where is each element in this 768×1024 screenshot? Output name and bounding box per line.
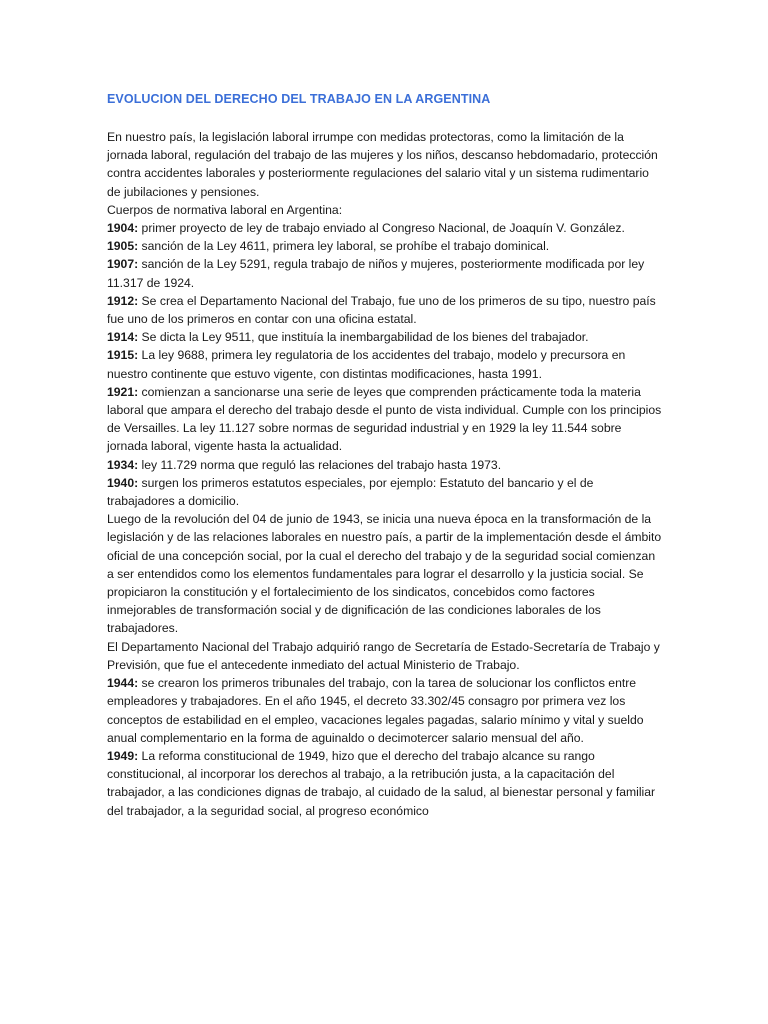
entry-year: 1944:: [107, 676, 139, 691]
entry-text: sanción de la Ley 4611, primera ley laboral, se prohíbe el trabajo dominical.: [138, 239, 550, 254]
entry-1915: [107, 346, 662, 382]
entry-1949: [107, 747, 662, 820]
entry-1914: [107, 328, 662, 346]
entry-text: primer proyecto de ley de trabajo enviado al Congreso Nacional, de Joaquín V. González.: [138, 221, 625, 236]
entry-year: 1915:: [107, 348, 139, 363]
entry-text: se crearon los primeros tribunales del trabajo, con la tarea de solucionar los conflictos entre empleadores y trabajadores. En el año 1945, el decreto 33.302/45 consagro por primera vez los conceptos de estabilidad en el empleo, vacaciones legales pagadas, salario mínimo y vital y sueldo anual complementario en la forma de aguinaldo o decimotercer salario mensual del año.: [107, 676, 644, 745]
entry-year: 1904:: [107, 221, 139, 236]
entry-text: ley 11.729 norma que reguló las relaciones del trabajo hasta 1973.: [138, 457, 502, 472]
entry-text: Se dicta la Ley 9511, que instituía la inembargabilidad de los bienes del trabajador.: [138, 330, 589, 345]
paragraph-1943: Luego de la revolución del 04 de junio de 1943, se inicia una nueva época en la transformación de la legislación y de las relaciones laborales en nuestro país, a partir de la implementación desde el ámbito oficial de una concepción social, por la cual el derecho del trabajo y de la seguridad social comienzan a ser entendidos como los elementos fundamentales para lograr el desarrollo y la justicia social. Se propiciaron la constitución y el fortalecimiento de los sindicatos, concebidos como factores inmejorables de transformación social y de dignificación de las condiciones laborales de los trabajadores.: [107, 512, 662, 636]
entry-1912: [107, 292, 662, 328]
entry-1921: [107, 383, 662, 456]
entry-1907: [107, 255, 662, 291]
entry-1934: [107, 456, 662, 474]
document-page: [107, 90, 662, 820]
entry-1944: [107, 674, 662, 747]
entry-year: 1940:: [107, 475, 139, 490]
document-title: EVOLUCION DEL DERECHO DEL TRABAJO EN LA ARGENTINA: [107, 92, 491, 106]
entry-year: 1905:: [107, 239, 139, 254]
entry-1940: [107, 474, 662, 510]
entry-text: La reforma constitucional de 1949, hizo que el derecho del trabajo alcance su rango constitucional, al incorporar los derechos al trabajo, a la retribución justa, a la capacitación del trabajador, a las condiciones dignas de trabajo, al cuidado de la salud, al bienestar personal y familiar del trabajador, a la seguridad social, al progreso económico: [107, 748, 656, 818]
entry-year: 1934:: [107, 457, 139, 472]
entry-text: La ley 9688, primera ley regulatoria de los accidentes del trabajo, modelo y precursora en nuestro continente que estuvo vigente, con distintas modificaciones, hasta 1991.: [107, 348, 626, 381]
entry-text: comienzan a sancionarse una serie de leyes que comprenden prácticamente toda la materia laboral que ampara el derecho del trabajo desde el punto de vista individual. Cumple con los principios de Versailles. La ley 11.127 sobre normas de seguridad industrial y en 1929 la ley 11.544 sobre jornada laboral, vigente hasta la actualidad.: [107, 384, 662, 454]
intro-paragraph: En nuestro país, la legislación laboral irrumpe con medidas protectoras, como la limitación de la jornada laboral, regulación del trabajo de las mujeres y los niños, descanso hebdomadario, protección contra accidentes laborales y posteriormente regulaciones del salario vital y un sistema rudimentario de jubilaciones y pensiones.: [107, 130, 658, 199]
entry-text: surgen los primeros estatutos especiales, por ejemplo: Estatuto del bancario y el de trabajadores a domicilio.: [107, 475, 594, 509]
entry-year: 1949:: [107, 748, 139, 763]
paragraph-secretaria: El Departamento Nacional del Trabajo adquirió rango de Secretaría de Estado-Secretaría de Trabajo y Previsión, que fue el antecedente inmediato del actual Ministerio de Trabajo.: [107, 639, 660, 672]
entry-year: 1907:: [107, 257, 139, 272]
entry-text: sanción de la Ley 5291, regula trabajo de niños y mujeres, posteriormente modificada por ley 11.317 de 1924.: [107, 257, 645, 290]
entry-1905: [107, 237, 662, 255]
intro-subheading: Cuerpos de normativa laboral en Argentina:: [107, 202, 343, 217]
entry-year: 1914:: [107, 330, 139, 345]
entry-text: Se crea el Departamento Nacional del Trabajo, fue uno de los primeros de su tipo, nuestro país fue uno de los primeros en contar con una oficina estatal.: [107, 293, 656, 327]
entry-year: 1921:: [107, 384, 139, 399]
entry-year: 1912:: [107, 293, 139, 308]
document-body: [107, 128, 662, 820]
entry-1904: [107, 219, 662, 237]
